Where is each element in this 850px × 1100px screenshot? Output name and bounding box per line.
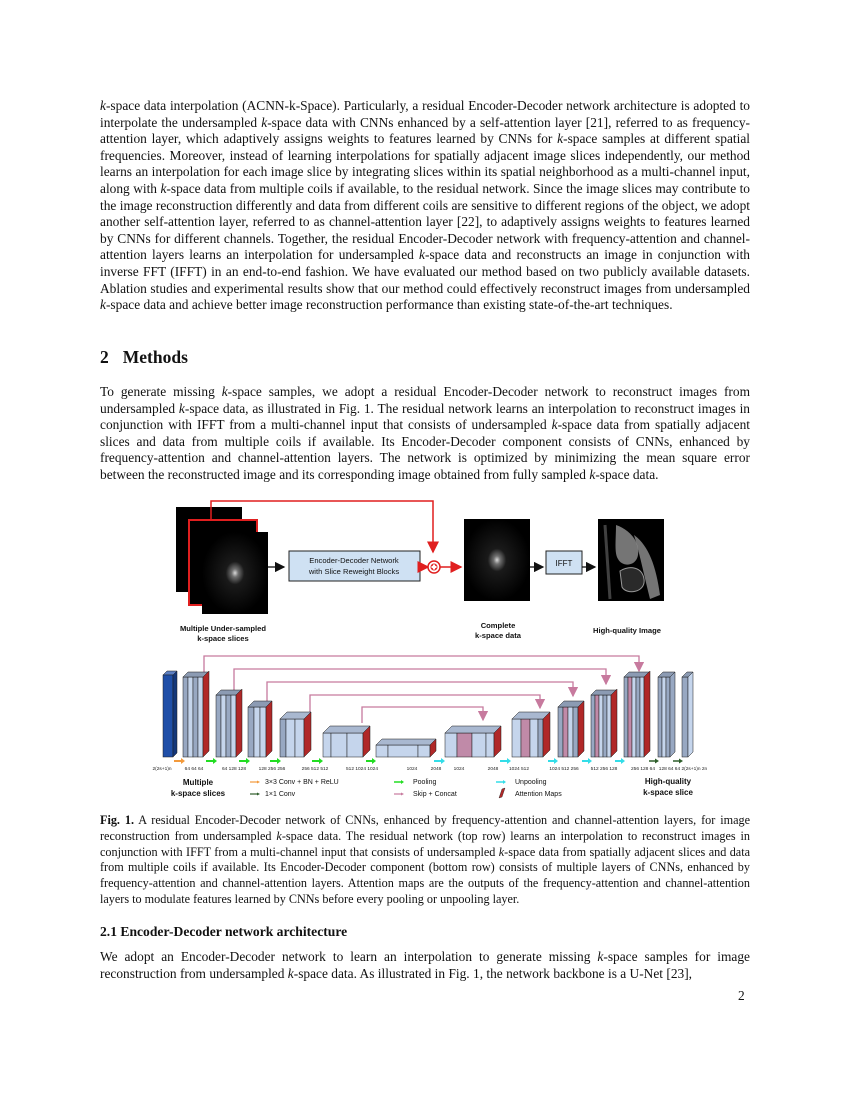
channel-label: 2048 [487, 767, 499, 772]
channel-label: 256 512 512 [301, 767, 329, 772]
svg-text:k-space slices: k-space slices [170, 789, 226, 798]
figure-1 [150, 495, 710, 805]
input-slices-stack [176, 507, 268, 614]
figure-caption [100, 813, 750, 908]
channel-label: 1024 [453, 767, 465, 772]
svg-text:1×1 Conv: 1×1 Conv [265, 791, 296, 798]
svg-text:Skip + Concat: Skip + Concat [413, 791, 457, 798]
svg-text:IFFT: IFFT [555, 559, 573, 568]
complete-kspace-image [464, 519, 530, 601]
section-number: 2 [100, 347, 109, 367]
section-heading-methods [100, 347, 188, 368]
svg-text:Encoder-Decoder Network: Encoder-Decoder Network [309, 556, 399, 565]
intro-paragraph: k-space data interpolation (ACNN-k-Space). Particularly, a residual Encoder-Decoder network architecture is adopted to interpolate the undersampled k-space data with CNNs enhanced by a self-attention layer [21], referred to as frequency-attention layer, which adaptively assigns weights to features learned by CNNs for k-space samples at different spatial frequencies. Moreover, instead of learning interpolations for spatially adjacent image slices independently, our method learns an interpolation for each image slice by integrating slices within its spatial neighborhood as a multi-channel input, along with k-space data from multiple coils if available, to the residual network. Since the image slices may contribute to the image reconstruction differently and data from different coils are sensitive to different regions of the object, we adopt another self-attention layer, referred to as channel-attention layer [22], to adaptively assigns weights to features learned by CNNs for different channels. Together, the residual Encoder-Decoder network with frequency-attention and channel-attention layers learns an interpolation for undersampled k-space data and reconstructs an image in conjunction with inverse FFT (IFFT) in an end-to-end fashion. We have evaluated our method based on two publicly available datasets. Ablation studies and experimental results show that our method could effectively reconstruct images from undersampled k-space data and achieve better image reconstruction performance than existing state-of-the-art techniques. [100, 98, 751, 313]
methods-paragraph: To generate missing k-space samples, we adopt a residual Encoder-Decoder network to reconstruct images from undersampled k-space data, as illustrated in Fig. 1. The residual network learns an interpolation to reconstruct images in conjunction with IFFT from a multi-channel input that consists of undersampled k-space data from spatially adjacent slices and data from multiple coils if available. Its Encoder-Decoder component consists of CNNs, enhanced by frequency-attention and channel-attention layers. The network is optimized by minimizing the mean square error between the reconstructed image and its corresponding image obtained from fully sampled k-space data. [100, 384, 750, 482]
channel-label: 2(2s+1)n [152, 767, 172, 772]
svg-text:Complete: Complete [480, 621, 516, 630]
svg-text:Attention Maps: Attention Maps [515, 791, 562, 798]
sum-node-icon [428, 561, 440, 573]
channel-label: 512 1024 1024 [345, 767, 379, 772]
section-title: Methods [122, 347, 188, 367]
legend [250, 779, 562, 798]
caption-label: Fig. 1. [100, 813, 135, 827]
svg-text:High-quality Image: High-quality Image [593, 626, 661, 635]
caption-text: A residual Encoder-Decoder network of CNNs, enhanced by frequency-attention and channel-attention layers, for image reconstruction from undersampled k-space data. The residual network (top row) learns an interpolation to reconstruct images in conjunction with IFFT from a multi-channel input that consists of undersampled k-space data from spatially adjacent slices and data from multiple coils if available. Its Encoder-Decoder component (bottom row) consists of multiple layers of CNNs, enhanced by frequency-attention and channel-attention layers. Attention maps are the outputs of the frequency-attention and channel-attention layers to modulate features learned by CNNs before every pooling or unpooling layer. [100, 813, 750, 906]
subsection-heading: 2.1 Encoder-Decoder network architecture [100, 924, 348, 939]
channel-label: 2048 [430, 767, 442, 772]
channel-label: 128 64 64 2(2s+1)n 2n [658, 767, 708, 772]
svg-text:High-quality: High-quality [644, 777, 692, 786]
svg-text:k-space data: k-space data [474, 631, 522, 640]
subsection-paragraph: We adopt an Encoder-Decoder network to learn an interpolation to generate missing k-space samples for image reconstruction from undersampled k-space data. As illustrated in Fig. 1, the network backbone is a U-Net [23], [100, 949, 750, 981]
channel-label: 1024 [406, 767, 418, 772]
channel-label: 1024 512 [508, 767, 530, 772]
high-quality-mri-image [598, 519, 664, 601]
channel-label: 64 128 128 [221, 767, 247, 772]
svg-text:Multiple Under-sampled: Multiple Under-sampled [179, 624, 267, 633]
svg-text:k-space slice: k-space slice [643, 788, 693, 797]
svg-text:with Slice Reweight Blocks: with Slice Reweight Blocks [308, 567, 400, 576]
page-number: 2 [738, 988, 745, 1003]
channel-label: 256 128 64 [630, 767, 656, 772]
channel-label: 64 64 64 [184, 767, 204, 772]
channel-label: 1024 512 256 [549, 767, 579, 772]
svg-text:Multiple: Multiple [182, 778, 214, 787]
svg-text:Unpooling: Unpooling [515, 779, 547, 786]
svg-text:Pooling: Pooling [413, 779, 437, 786]
unet-diagram [152, 656, 707, 798]
svg-text:k-space slices: k-space slices [197, 634, 249, 643]
svg-text:3×3 Conv + BN + ReLU: 3×3 Conv + BN + ReLU [265, 779, 339, 786]
channel-label: 512 256 128 [590, 767, 618, 772]
channel-label: 128 256 256 [258, 767, 286, 772]
